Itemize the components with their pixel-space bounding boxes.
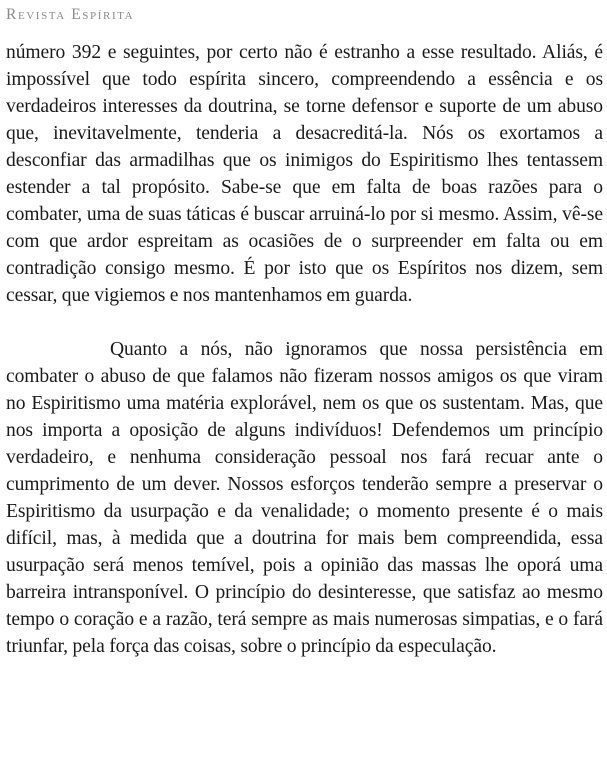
body-text xyxy=(6,39,603,660)
paragraph-2: Quanto a nós, não ignoramos que nossa persistência em combater o abuso de que falamos não fizeram nossos amigos os que viram no Espiritismo uma matéria explorável, nem os que os sustentam. Mas, que nos importa a oposição de alguns indivíduos! Defendemos um princípio verdadeiro, e nenhuma consideração pessoal nos fará recuar ante o cumprimento de um dever. Nossos esforços tenderão sempre a preservar o Espiritismo da usurpação e da venalidade; o momento presente é o mais difícil, mas, à medida que a doutrina for mais bem compreendida, essa usurpação será menos temível, pois a opinião das massas lhe oporá uma barreira intransponível. O princípio do desinteresse, que satisfaz ao mesmo tempo o coração e a razão, terá sempre as mais numerosas simpatias, e o fará triunfar, pela força das coisas, sobre o princípio da especulação. xyxy=(6,339,603,657)
paragraph-1: número 392 e seguintes, por certo não é estranho a esse resultado. Aliás, é impossível que todo espírita sincero, compreendendo a essência e os verdadeiros interesses da doutrina, se torne defensor e suporte de um abuso que, inevitavelmente, tenderia a desacreditá-la. Nós os exortamos a desconfiar das armadilhas que os inimigos do Espiritismo lhes tentassem estender a tal propósito. Sabe-se que em falta de boas razões para o combater, uma de suas táticas é buscar arruiná-lo por si mesmo. Assim, vê-se com que ardor espreitam as ocasiões de o surpreender em falta ou em contradição consigo mesmo. É por isto que os Espíritos nos dizem, sem cessar, que vigiemos e nos mantenhamos em guarda. xyxy=(6,42,603,306)
running-header: Revista Espírita xyxy=(6,6,135,23)
